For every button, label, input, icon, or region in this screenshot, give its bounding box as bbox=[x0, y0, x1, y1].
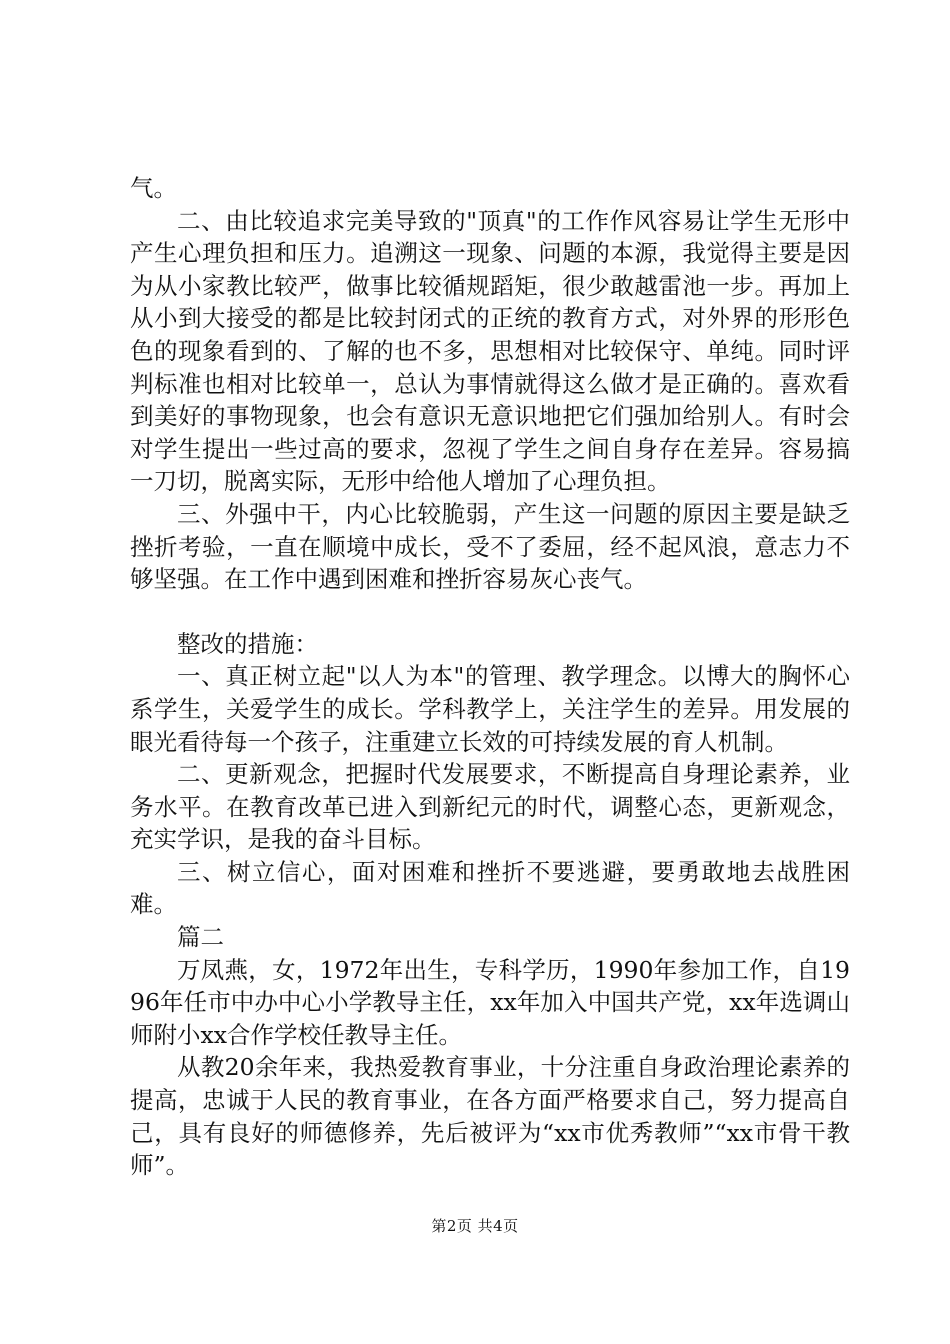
paragraph-measure-three: 三、树立信心，面对困难和挫折不要逃避，要勇敢地去战胜困难。 bbox=[130, 857, 850, 919]
paragraph-problem-three: 三、外强中干，内心比较脆弱，产生这一问题的原因主要是缺乏挫折考验，一直在顺境中成长，受不了委屈，经不起风浪，意志力不够坚强。在工作中遇到困难和挫折容易灰心丧气。 bbox=[130, 499, 850, 594]
section-heading-measures: 整改的措施： bbox=[177, 629, 318, 658]
document-body bbox=[130, 172, 850, 1182]
paragraph-measure-two: 二、更新观念，把握时代发展要求，不断提高自身理论素养，业务水平。在教育改革已进入到新纪元的时代，调整心态，更新观念，充实学识，是我的奋斗目标。 bbox=[130, 760, 850, 854]
paragraph-spacer bbox=[130, 596, 850, 628]
paragraph-continuation: 气。 bbox=[130, 174, 177, 202]
paragraph-measure-one: 一、真正树立起"以人为本"的管理、教学理念。以博大的胸怀心系学生，关爱学生的成长。学科教学上，关注学生的差异。用发展的眼光看待每一个孩子，注重建立长效的可持续发展的育人机制。 bbox=[130, 662, 850, 756]
paragraph-bio: 万凤燕，女，1972年出生，专科学历，1990年参加工作，自1996年任市中办中心小学教导主任，xx年加入中国共产党，xx年选调山师附小xx合作学校任教导主任。 bbox=[130, 955, 850, 1049]
paragraph-problem-two: 二、由比较追求完美导致的"顶真"的工作作风容易让学生无形中产生心理负担和压力。追溯这一现象、问题的本源，我觉得主要是因为从小家教比较严，做事比较循规蹈矩，很少敢越雷池一步。再加上从小到大接受的都是比较封闭式的正统的教育方式，对外界的形形色色的现象看到的、了解的也不多，思想相对比较保守、单纯。同时评判标准也相对比较单一，总认为事情就得这么做才是正确的。喜欢看到美好的事物现象，也会有意识无意识地把它们强加给别人。有时会对学生提出一些过高的要求，忽视了学生之间自身存在差异。容易搞一刀切，脱离实际，无形中给他人增加了心理负担。 bbox=[130, 206, 850, 496]
page-number-footer: 第2页 共4页 bbox=[431, 1217, 519, 1235]
paragraph-career: 从教20余年来，我热爱教育事业，十分注重自身政治理论素养的提高，忠诚于人民的教育事业，在各方面严格要求自己，努力提高自己，具有良好的师德修养，先后被评为“xx市优秀教师”“xx市骨干教师”。 bbox=[130, 1053, 850, 1180]
section-heading-part-two: 篇二 bbox=[177, 923, 224, 952]
